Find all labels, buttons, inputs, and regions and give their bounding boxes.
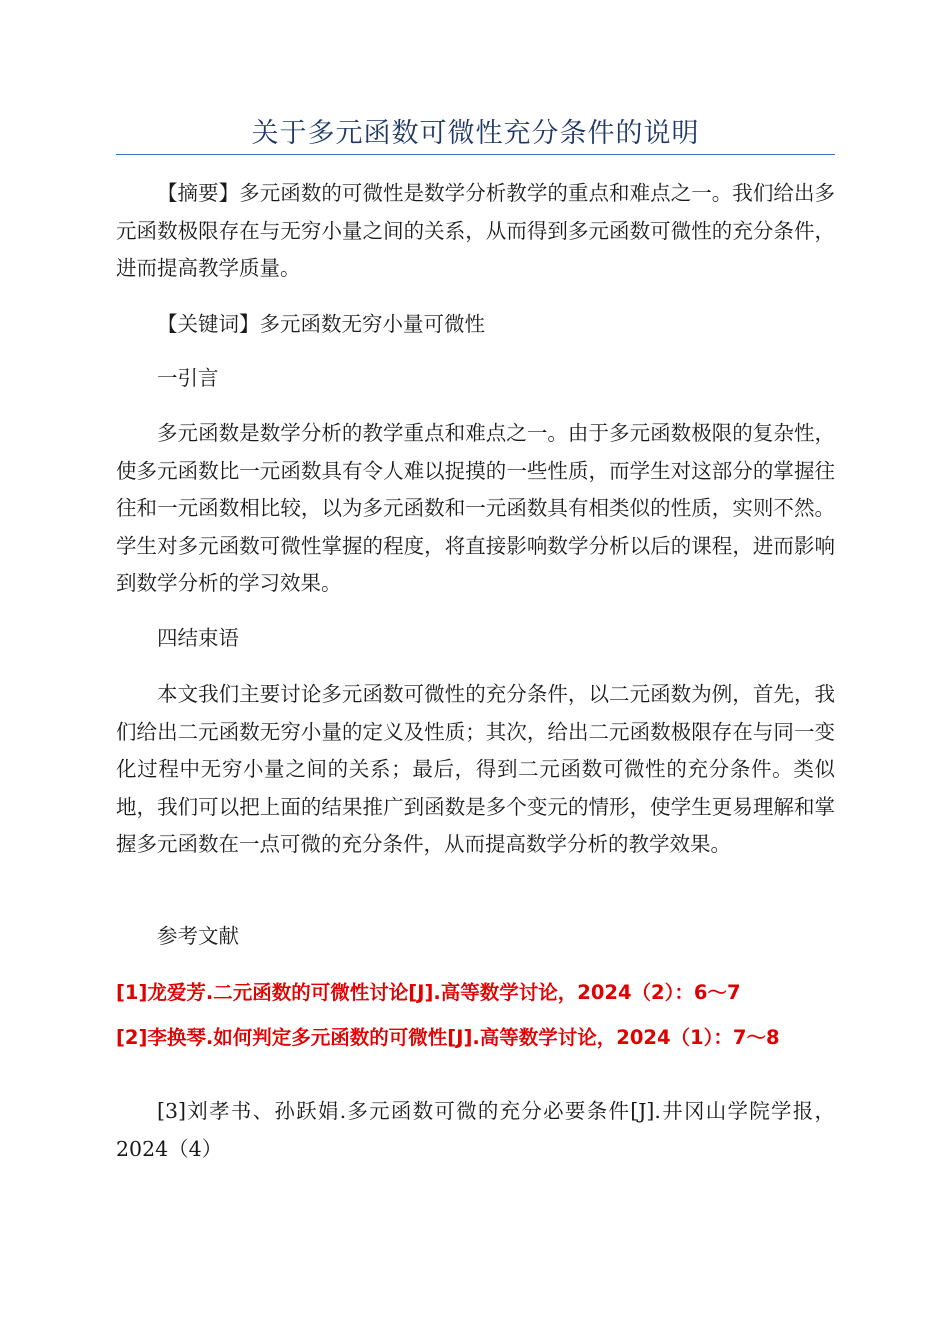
reference-item-2: [2]李换琴.如何判定多元函数的可微性[J].高等数学讨论，2024（1）：7～8 xyxy=(116,1026,780,1049)
reference-item-1: [1]龙爱芳.二元函数的可微性讨论[J].高等数学讨论，2024（2）：6～7 xyxy=(116,981,741,1004)
conclusion-paragraph: 本文我们主要讨论多元函数可微性的充分条件，以二元函数为例，首先，我们给出二元函数无穷小量的定义及性质；其次，给出二元函数极限存在与同一变化过程中无穷小量之间的关系；最后，得到二元函数可微性的充分条件。类似地，我们可以把上面的结果推广到函数是多个变元的情形，使学生更易理解和掌握多元函数在一点可微的充分条件，从而提高数学分析的教学效果。 xyxy=(116,682,835,856)
section-heading-introduction: 一引言 xyxy=(157,366,219,390)
references-heading: 参考文献 xyxy=(157,924,239,948)
abstract-paragraph: 【摘要】多元函数的可微性是数学分析教学的重点和难点之一。我们给出多元函数极限存在与无穷小量之间的关系，从而得到多元函数可微性的充分条件，进而提高教学质量。 xyxy=(116,181,835,280)
introduction-paragraph: 多元函数是数学分析的教学重点和难点之一。由于多元函数极限的复杂性，使多元函数比一元函数具有令人难以捉摸的一些性质，而学生对这部分的掌握往往和一元函数相比较，以为多元函数和一元函数具有相类似的性质，实则不然。学生对多元函数可微性掌握的程度，将直接影响数学分析以后的课程，进而影响到数学分析的学习效果。 xyxy=(116,421,835,595)
section-heading-conclusion: 四结束语 xyxy=(157,626,239,650)
document-title: 关于多元函数可微性充分条件的说明 xyxy=(251,118,700,149)
keywords-paragraph: 【关键词】多元函数无穷小量可微性 xyxy=(157,312,485,336)
reference-item-3: [3]刘孝书、孙跃娟.多元函数可微的充分必要条件[J].井冈山学院学报，2024（4） xyxy=(116,1099,835,1161)
title-underline xyxy=(116,154,835,155)
